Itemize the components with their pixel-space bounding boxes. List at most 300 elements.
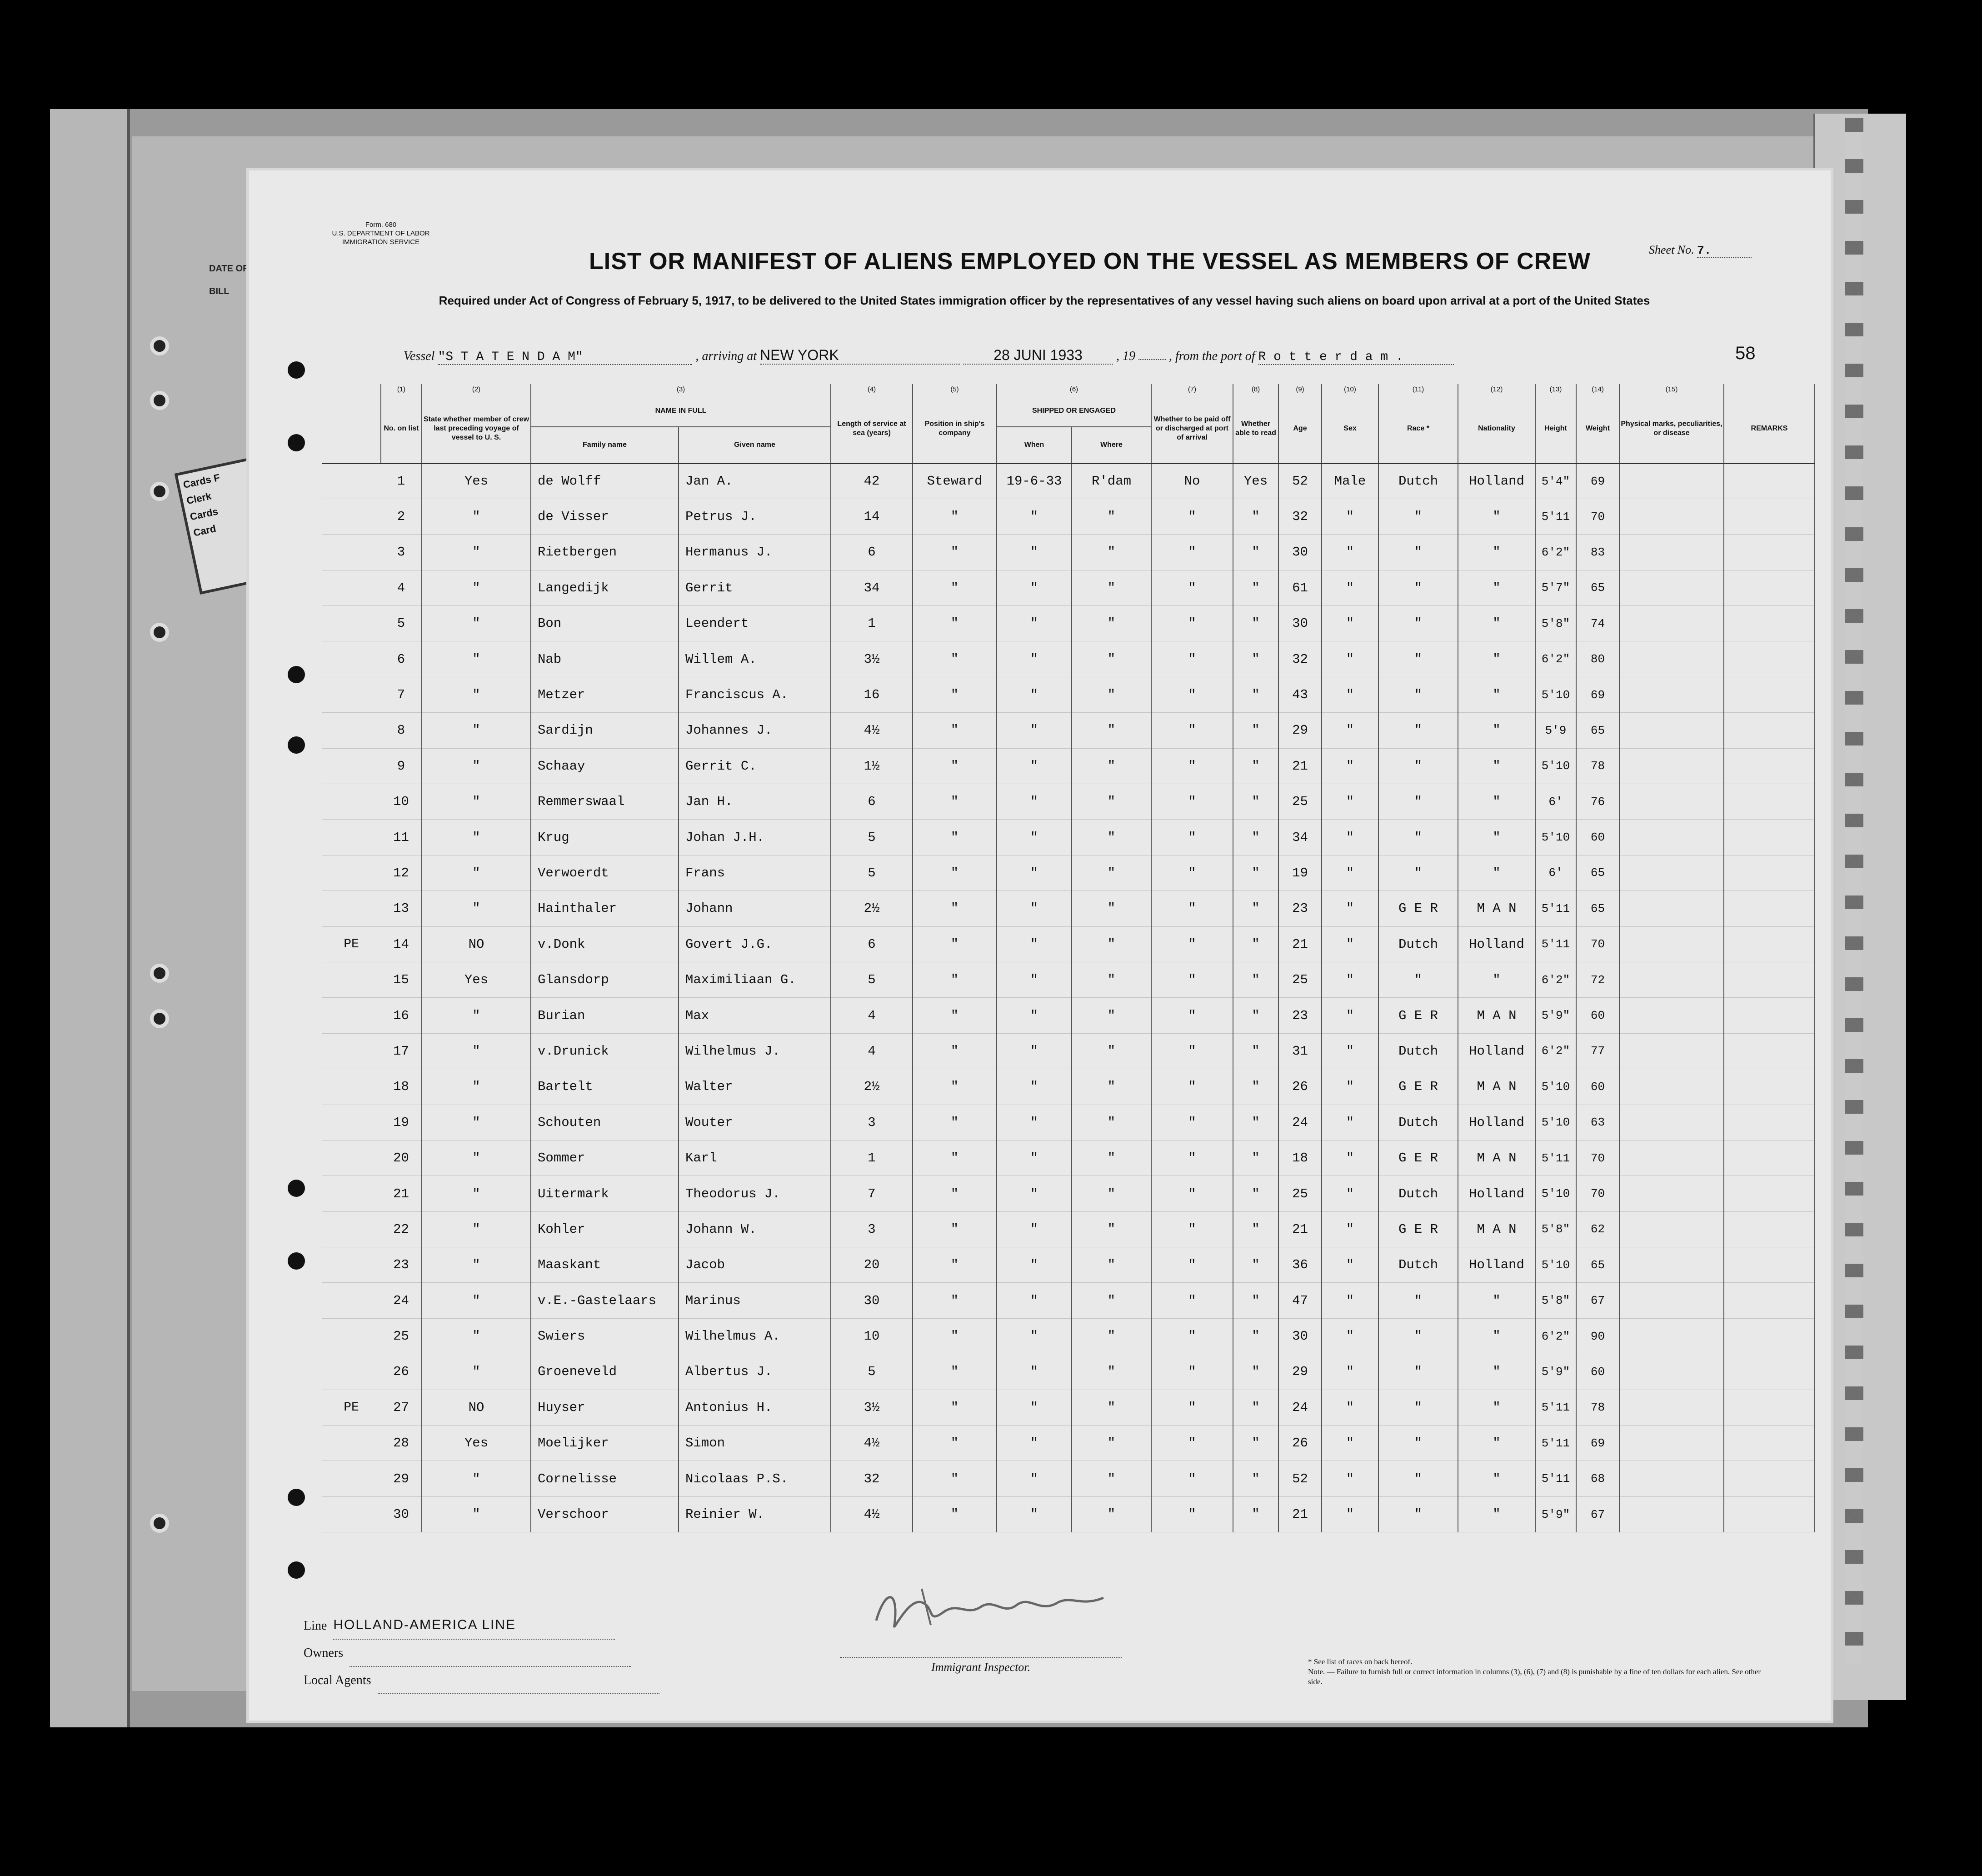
row-able-read: "	[1233, 713, 1278, 748]
row-nationality: Holland	[1458, 1247, 1535, 1283]
row-pe-mark	[322, 1354, 381, 1390]
row-given-name: Petrus J.	[679, 499, 831, 534]
stamp-line: Cards	[189, 505, 219, 523]
vessel-label: Vessel	[404, 349, 435, 363]
table-row	[322, 1426, 1815, 1461]
row-age: 19	[1278, 855, 1322, 890]
row-able-read: "	[1233, 1354, 1278, 1390]
row-position: "	[913, 677, 997, 712]
row-shipped-when: "	[997, 606, 1072, 641]
row-paid-off: "	[1151, 820, 1233, 855]
row-previous-voyage: "	[422, 1283, 531, 1318]
row-previous-voyage: "	[422, 1318, 531, 1354]
row-given-name: Albertus J.	[679, 1354, 831, 1390]
table-row	[322, 1176, 1815, 1211]
row-shipped-when: "	[997, 1390, 1072, 1425]
row-sex: "	[1322, 855, 1378, 890]
row-shipped-when: "	[997, 1176, 1072, 1211]
row-age: 23	[1278, 891, 1322, 926]
row-remarks	[1724, 1247, 1815, 1283]
row-age: 23	[1278, 998, 1322, 1033]
row-given-name: Jan A.	[679, 463, 831, 499]
row-pe-mark	[322, 1461, 381, 1496]
row-able-read: "	[1233, 1496, 1278, 1532]
row-length-service: 5	[831, 1354, 913, 1390]
table-row	[322, 1354, 1815, 1390]
row-given-name: Frans	[679, 855, 831, 890]
row-nationality: Holland	[1458, 1176, 1535, 1211]
row-able-read: "	[1233, 1211, 1278, 1247]
form-number: Form. 680	[365, 221, 397, 229]
row-physical-marks	[1619, 499, 1724, 534]
row-given-name: Johann W.	[679, 1211, 831, 1247]
punch-hole	[288, 434, 305, 451]
row-number: 26	[381, 1354, 422, 1390]
row-able-read: "	[1233, 1033, 1278, 1069]
row-position: "	[913, 1426, 997, 1461]
row-remarks	[1724, 499, 1815, 534]
table-row	[322, 1211, 1815, 1247]
row-paid-off: "	[1151, 748, 1233, 784]
row-height: 5'10	[1535, 1069, 1576, 1105]
row-family-name: de Visser	[531, 499, 679, 534]
row-race: G E R	[1378, 998, 1458, 1033]
table-row	[322, 606, 1815, 641]
row-given-name: Maximiliaan G.	[679, 962, 831, 997]
row-given-name: Nicolaas P.S.	[679, 1461, 831, 1496]
row-paid-off: "	[1151, 1496, 1233, 1532]
row-weight: 65	[1576, 891, 1619, 926]
row-previous-voyage: "	[422, 570, 531, 605]
row-length-service: 10	[831, 1318, 913, 1354]
row-pe-mark	[322, 891, 381, 926]
row-height: 6'2"	[1535, 1033, 1576, 1069]
header-name-in-full: NAME IN FULL	[531, 395, 831, 427]
row-family-name: Sommer	[531, 1140, 679, 1176]
row-remarks	[1724, 1354, 1815, 1390]
header-paid-off: Whether to be paid off or discharged at port of arrival	[1151, 395, 1233, 463]
row-remarks	[1724, 677, 1815, 712]
row-race: "	[1378, 1354, 1458, 1390]
row-position: "	[913, 1354, 997, 1390]
row-physical-marks	[1619, 1247, 1724, 1283]
row-height: 6'2"	[1535, 535, 1576, 570]
row-nationality: M A N	[1458, 1140, 1535, 1176]
row-pe-mark	[322, 820, 381, 855]
row-family-name: Nab	[531, 641, 679, 677]
row-length-service: 3½	[831, 641, 913, 677]
row-height: 6'2"	[1535, 962, 1576, 997]
row-able-read: "	[1233, 535, 1278, 570]
row-physical-marks	[1619, 606, 1724, 641]
row-remarks	[1724, 713, 1815, 748]
row-given-name: Walter	[679, 1069, 831, 1105]
row-pe-mark	[322, 1069, 381, 1105]
row-able-read: "	[1233, 998, 1278, 1033]
row-paid-off: No	[1151, 463, 1233, 499]
row-weight: 90	[1576, 1318, 1619, 1354]
stub-bill-label: BILL	[209, 286, 230, 296]
row-shipped-when: "	[997, 1105, 1072, 1140]
row-length-service: 42	[831, 463, 913, 499]
row-sex: "	[1322, 820, 1378, 855]
column-number: (14)	[1576, 384, 1619, 395]
row-remarks	[1724, 998, 1815, 1033]
row-able-read: "	[1233, 962, 1278, 997]
row-number: 21	[381, 1176, 422, 1211]
row-age: 25	[1278, 1176, 1322, 1211]
row-given-name: Gerrit	[679, 570, 831, 605]
header-race: Race *	[1378, 395, 1458, 463]
row-shipped-where: "	[1072, 1461, 1151, 1496]
row-length-service: 5	[831, 855, 913, 890]
row-remarks	[1724, 1496, 1815, 1532]
row-age: 25	[1278, 962, 1322, 997]
row-physical-marks	[1619, 463, 1724, 499]
footnote-races: * See list of races on back hereof.	[1308, 1657, 1413, 1666]
row-physical-marks	[1619, 1461, 1724, 1496]
row-remarks	[1724, 463, 1815, 499]
row-height: 6'	[1535, 784, 1576, 820]
row-weight: 69	[1576, 463, 1619, 499]
row-race: Dutch	[1378, 1033, 1458, 1069]
row-height: 5'8"	[1535, 1211, 1576, 1247]
row-sex: "	[1322, 784, 1378, 820]
row-paid-off: "	[1151, 535, 1233, 570]
row-height: 6'2"	[1535, 1318, 1576, 1354]
row-position: "	[913, 962, 997, 997]
row-shipped-when: "	[997, 1426, 1072, 1461]
row-paid-off: "	[1151, 784, 1233, 820]
row-length-service: 6	[831, 926, 913, 962]
row-height: 5'11	[1535, 1390, 1576, 1425]
row-nationality: Holland	[1458, 926, 1535, 962]
row-height: 5'10	[1535, 748, 1576, 784]
row-physical-marks	[1619, 535, 1724, 570]
row-physical-marks	[1619, 1140, 1724, 1176]
row-previous-voyage: "	[422, 1069, 531, 1105]
row-pe-mark	[322, 748, 381, 784]
row-number: 16	[381, 998, 422, 1033]
row-nationality: Holland	[1458, 1033, 1535, 1069]
row-previous-voyage: "	[422, 1496, 531, 1532]
row-position: "	[913, 1461, 997, 1496]
row-number: 27	[381, 1390, 422, 1425]
row-shipped-where: "	[1072, 855, 1151, 890]
column-number: (7)	[1151, 384, 1233, 395]
row-pe-mark	[322, 570, 381, 605]
row-age: 29	[1278, 713, 1322, 748]
row-remarks	[1724, 855, 1815, 890]
table-row	[322, 855, 1815, 890]
table-row	[322, 1390, 1815, 1425]
row-nationality: "	[1458, 499, 1535, 534]
row-number: 25	[381, 1318, 422, 1354]
row-length-service: 30	[831, 1283, 913, 1318]
row-age: 18	[1278, 1140, 1322, 1176]
row-position: "	[913, 570, 997, 605]
row-length-service: 5	[831, 962, 913, 997]
row-weight: 67	[1576, 1283, 1619, 1318]
row-family-name: Burian	[531, 998, 679, 1033]
row-age: 21	[1278, 1211, 1322, 1247]
row-position: "	[913, 1283, 997, 1318]
row-number: 7	[381, 677, 422, 712]
row-pe-mark	[322, 1318, 381, 1354]
row-nationality: "	[1458, 641, 1535, 677]
row-pe-mark	[322, 1426, 381, 1461]
row-length-service: 3	[831, 1105, 913, 1140]
row-shipped-when: "	[997, 891, 1072, 926]
row-family-name: v.Drunick	[531, 1033, 679, 1069]
row-given-name: Karl	[679, 1140, 831, 1176]
row-pe-mark	[322, 1105, 381, 1140]
row-height: 5'11	[1535, 891, 1576, 926]
stub-date-label: DATE OF	[209, 264, 249, 274]
row-paid-off: "	[1151, 962, 1233, 997]
row-shipped-when: 19-6-33	[997, 463, 1072, 499]
row-able-read: "	[1233, 748, 1278, 784]
row-race: "	[1378, 677, 1458, 712]
punch-hole	[288, 1252, 305, 1270]
row-paid-off: "	[1151, 1247, 1233, 1283]
column-number: (11)	[1378, 384, 1458, 395]
row-nationality: "	[1458, 1426, 1535, 1461]
row-remarks	[1724, 820, 1815, 855]
row-shipped-where: "	[1072, 1354, 1151, 1390]
row-given-name: Antonius H.	[679, 1390, 831, 1425]
row-able-read: "	[1233, 891, 1278, 926]
row-sex: "	[1322, 998, 1378, 1033]
row-nationality: "	[1458, 713, 1535, 748]
row-physical-marks	[1619, 641, 1724, 677]
inspector-signature	[867, 1571, 1122, 1639]
table-row	[322, 962, 1815, 997]
row-position: "	[913, 820, 997, 855]
row-remarks	[1724, 1033, 1815, 1069]
punch-hole	[288, 1180, 305, 1197]
row-weight: 70	[1576, 499, 1619, 534]
row-race: "	[1378, 499, 1458, 534]
row-remarks	[1724, 748, 1815, 784]
row-shipped-when: "	[997, 1033, 1072, 1069]
row-weight: 69	[1576, 1426, 1619, 1461]
row-weight: 83	[1576, 535, 1619, 570]
row-length-service: 3½	[831, 1390, 913, 1425]
row-height: 5'10	[1535, 1176, 1576, 1211]
row-race: "	[1378, 570, 1458, 605]
header-physical-marks: Physical marks, peculiarities, or disease	[1619, 395, 1724, 463]
row-remarks	[1724, 1105, 1815, 1140]
row-family-name: Glansdorp	[531, 962, 679, 997]
header-height: Height	[1535, 395, 1576, 463]
row-given-name: Govert J.G.	[679, 926, 831, 962]
row-sex: "	[1322, 1211, 1378, 1247]
binder-hole	[150, 391, 169, 410]
header-weight: Weight	[1576, 395, 1619, 463]
table-row	[322, 748, 1815, 784]
column-number: (9)	[1278, 384, 1322, 395]
row-shipped-where: "	[1072, 1426, 1151, 1461]
row-family-name: Langedijk	[531, 570, 679, 605]
row-position: "	[913, 499, 997, 534]
row-family-name: Bon	[531, 606, 679, 641]
row-remarks	[1724, 606, 1815, 641]
row-race: G E R	[1378, 1140, 1458, 1176]
header-age: Age	[1278, 395, 1322, 463]
row-remarks	[1724, 926, 1815, 962]
row-weight: 60	[1576, 820, 1619, 855]
header-no-on-list: No. on list	[381, 395, 422, 463]
binder-hole	[150, 336, 169, 355]
row-sex: "	[1322, 891, 1378, 926]
row-number: 12	[381, 855, 422, 890]
row-weight: 63	[1576, 1105, 1619, 1140]
row-age: 24	[1278, 1105, 1322, 1140]
row-shipped-when: "	[997, 998, 1072, 1033]
row-position: "	[913, 1247, 997, 1283]
row-sex: "	[1322, 535, 1378, 570]
row-family-name: Schouten	[531, 1105, 679, 1140]
row-length-service: 1	[831, 1140, 913, 1176]
row-number: 22	[381, 1211, 422, 1247]
department-name: U.S. DEPARTMENT OF LABOR	[332, 230, 430, 237]
row-family-name: Krug	[531, 820, 679, 855]
header-able-read: Whether able to read	[1233, 395, 1278, 463]
column-number	[322, 384, 381, 395]
row-number: 29	[381, 1461, 422, 1496]
row-number: 1	[381, 463, 422, 499]
row-shipped-where: "	[1072, 1247, 1151, 1283]
row-nationality: "	[1458, 1283, 1535, 1318]
column-number: (12)	[1458, 384, 1535, 395]
row-remarks	[1724, 891, 1815, 926]
row-age: 21	[1278, 748, 1322, 784]
row-physical-marks	[1619, 1318, 1724, 1354]
row-remarks	[1724, 1426, 1815, 1461]
row-paid-off: "	[1151, 1318, 1233, 1354]
row-age: 47	[1278, 1283, 1322, 1318]
row-position: "	[913, 891, 997, 926]
column-number: (6)	[997, 384, 1151, 395]
row-weight: 78	[1576, 748, 1619, 784]
row-pe-mark	[322, 962, 381, 997]
row-shipped-where: "	[1072, 1390, 1151, 1425]
binder-hole	[150, 964, 169, 983]
table-row	[322, 463, 1815, 499]
row-previous-voyage: "	[422, 820, 531, 855]
table-row	[322, 1069, 1815, 1105]
header-length-service: Length of service at sea (years)	[831, 395, 913, 463]
row-pe-mark	[322, 1211, 381, 1247]
row-shipped-when: "	[997, 570, 1072, 605]
row-number: 20	[381, 1140, 422, 1176]
row-number: 15	[381, 962, 422, 997]
table-row	[322, 1318, 1815, 1354]
row-age: 32	[1278, 499, 1322, 534]
row-family-name: Bartelt	[531, 1069, 679, 1105]
row-sex: "	[1322, 499, 1378, 534]
row-sex: "	[1322, 1426, 1378, 1461]
row-number: 6	[381, 641, 422, 677]
row-length-service: 6	[831, 535, 913, 570]
row-number: 23	[381, 1247, 422, 1283]
row-pe-mark	[322, 535, 381, 570]
row-height: 5'4"	[1535, 463, 1576, 499]
row-age: 61	[1278, 570, 1322, 605]
row-pe-mark	[322, 1496, 381, 1532]
row-shipped-where: "	[1072, 998, 1151, 1033]
row-able-read: "	[1233, 820, 1278, 855]
row-height: 6'2"	[1535, 641, 1576, 677]
row-family-name: Remmerswaal	[531, 784, 679, 820]
from-port-label: , from the port of	[1169, 349, 1255, 363]
header-position: Position in ship's company	[913, 395, 997, 463]
row-previous-voyage: "	[422, 784, 531, 820]
table-row	[322, 1105, 1815, 1140]
row-previous-voyage: NO	[422, 926, 531, 962]
row-weight: 65	[1576, 1247, 1619, 1283]
punch-hole	[288, 666, 305, 683]
row-length-service: 4½	[831, 713, 913, 748]
table-row	[322, 1496, 1815, 1532]
table-row	[322, 499, 1815, 534]
row-previous-voyage: "	[422, 535, 531, 570]
row-nationality: "	[1458, 677, 1535, 712]
row-remarks	[1724, 570, 1815, 605]
header-state-member: State whether member of crew last preceding voyage of vessel to U. S.	[422, 395, 531, 463]
row-paid-off: "	[1151, 855, 1233, 890]
row-position: "	[913, 1033, 997, 1069]
row-given-name: Wilhelmus A.	[679, 1318, 831, 1354]
row-physical-marks	[1619, 570, 1724, 605]
row-position: "	[913, 855, 997, 890]
row-race: Dutch	[1378, 1176, 1458, 1211]
row-paid-off: "	[1151, 1354, 1233, 1390]
row-race: "	[1378, 641, 1458, 677]
row-race: Dutch	[1378, 926, 1458, 962]
row-paid-off: "	[1151, 1211, 1233, 1247]
row-previous-voyage: "	[422, 891, 531, 926]
row-previous-voyage: "	[422, 1211, 531, 1247]
table-row	[322, 570, 1815, 605]
row-previous-voyage: "	[422, 748, 531, 784]
row-sex: "	[1322, 1354, 1378, 1390]
table-row	[322, 1461, 1815, 1496]
row-height: 5'11	[1535, 1461, 1576, 1496]
row-weight: 65	[1576, 855, 1619, 890]
row-given-name: Marinus	[679, 1283, 831, 1318]
row-weight: 67	[1576, 1496, 1619, 1532]
row-shipped-when: "	[997, 1247, 1072, 1283]
row-race: "	[1378, 1390, 1458, 1425]
row-remarks	[1724, 1211, 1815, 1247]
row-number: 4	[381, 570, 422, 605]
row-previous-voyage: "	[422, 1176, 531, 1211]
row-number: 5	[381, 606, 422, 641]
row-race: "	[1378, 535, 1458, 570]
row-given-name: Simon	[679, 1426, 831, 1461]
row-family-name: Groeneveld	[531, 1354, 679, 1390]
row-shipped-where: "	[1072, 1033, 1151, 1069]
row-shipped-where: "	[1072, 926, 1151, 962]
row-weight: 62	[1576, 1211, 1619, 1247]
row-race: "	[1378, 1426, 1458, 1461]
footnote-penalty: Note. — Failure to furnish full or correct information in columns (3), (6), (7) and (8) is punishable by a fine of ten dollars for each alien. See other side.	[1308, 1667, 1761, 1686]
line-label: Line	[304, 1619, 327, 1633]
row-physical-marks	[1619, 891, 1724, 926]
row-able-read: Yes	[1233, 463, 1278, 499]
